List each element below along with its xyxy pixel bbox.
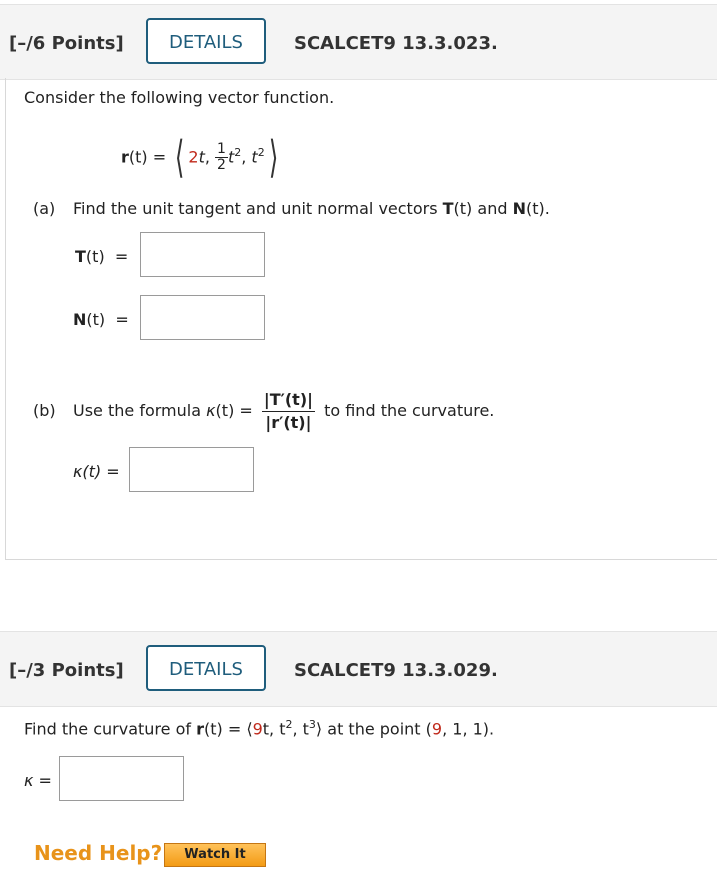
angle-open: ⟨ <box>246 719 253 739</box>
right-angle-bracket: ⟩ <box>268 131 279 183</box>
part-a-text: Find the unit tangent and unit normal vectors T(t) and N(t). <box>73 199 550 218</box>
kappa-answer-input[interactable] <box>129 447 254 492</box>
details-button[interactable]: DETAILS <box>146 645 266 691</box>
question-code: SCALCET9 13.3.029. <box>294 660 498 681</box>
part-b-label: (b) <box>33 401 56 420</box>
left-angle-bracket: ⟨ <box>175 131 185 183</box>
q2-text: Find the curvature of r(t) = ⟨9t, $t^2$, $t^3⟩$ at the point (9, 1, 1). <box>24 718 495 739</box>
angle-close: ⟩ <box>315 719 323 739</box>
part-a-label: (a) <box>33 199 56 218</box>
details-button[interactable]: DETAILS <box>146 18 266 64</box>
N-label: N(t) = <box>73 310 129 329</box>
points-label: [–/3 Points] <box>9 660 124 681</box>
curvature-formula: $\frac{|T'(t)|}{|r'(t)|}$ <box>263 390 313 432</box>
question-header-1 <box>0 4 717 80</box>
kappa-label: κ(t) = <box>73 462 120 481</box>
kappa-label: κ = <box>24 771 52 790</box>
intro-text: Consider the following vector function. <box>24 88 335 107</box>
watch-it-button[interactable]: Watch It <box>164 843 266 867</box>
fraction-half: $\frac{1}{2}$ <box>217 141 226 174</box>
T-label: T(t) = <box>75 247 129 266</box>
T-answer-input[interactable] <box>140 232 265 277</box>
part-b-text: Use the formula κ(t) = $\frac{|T'(t)|}{|r'(t)|}$ to find the curvature. <box>73 390 495 432</box>
question-header-2 <box>0 631 717 707</box>
vector-function: r(t) = ⟨ 2t, $\frac{1}{2}$ $t^2$, $t^2⟩$ <box>121 131 279 183</box>
kappa-answer-input[interactable] <box>59 756 184 801</box>
points-label: [–/6 Points] <box>9 33 124 54</box>
question-code: SCALCET9 13.3.023. <box>294 33 498 54</box>
N-answer-input[interactable] <box>140 295 265 340</box>
need-help-label: Need Help? <box>34 841 163 865</box>
